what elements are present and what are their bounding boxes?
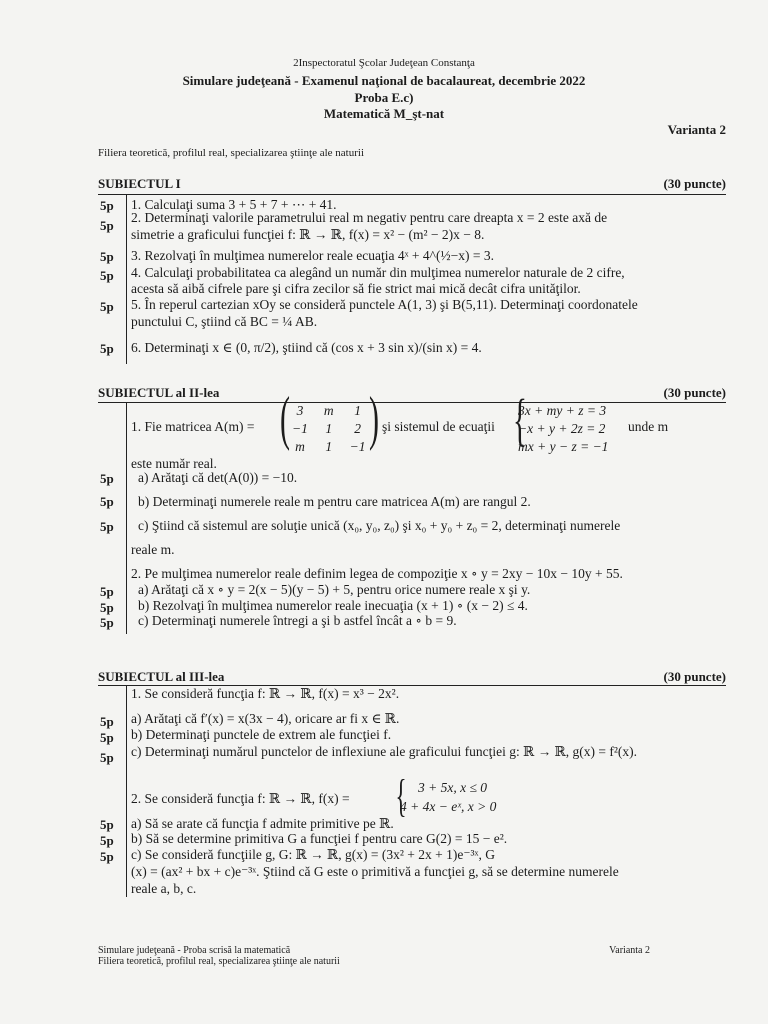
matrix-cell: −1 xyxy=(349,439,366,454)
system-brace: { xyxy=(512,387,527,452)
s2-q1c-line1: c) Ştiind că sistemul are soluţie unică (x₀, y₀, z₀) şi x₀ + y₀ + z₀ = 2, determinaţi numerele xyxy=(138,518,621,533)
s3-q2a: a) Să se arate că funcţia f admite primitive pe ℝ. xyxy=(131,816,394,831)
s1-q2-points: 5p xyxy=(100,218,114,233)
s3-q1c-points: 5p xyxy=(100,750,114,765)
equation-system xyxy=(514,402,608,456)
varianta-label: Varianta 2 xyxy=(667,122,726,137)
subject-3-margin xyxy=(126,685,127,897)
s3-q1: 1. Se consideră funcţia f: ℝ → ℝ, f(x) = x³ − 2x². xyxy=(131,686,400,701)
s3-q2c-line3: reale a, b, c. xyxy=(131,881,197,896)
s2-q1b-points: 5p xyxy=(100,494,114,509)
system-eq-2: −x + y + 2z = 2 xyxy=(518,421,606,436)
subject-1-margin xyxy=(126,194,127,364)
subject-1-rule xyxy=(98,194,726,195)
s2-q2c-points: 5p xyxy=(100,615,114,630)
subject-3-title: SUBIECTUL al III-lea xyxy=(98,669,225,684)
subject-2-rule xyxy=(98,402,726,403)
s2-q2b: b) Rezolvaţi în mulţimea numerelor reale inecuaţia (x + 1) ∘ (x − 2) ≤ 4. xyxy=(138,598,528,613)
matrix-cell: 3 xyxy=(296,403,304,418)
s2-q2a-points: 5p xyxy=(100,584,114,599)
s3-q2b-points: 5p xyxy=(100,833,114,848)
s1-q1-points: 5p xyxy=(100,198,114,213)
s3-q2c-points: 5p xyxy=(100,849,114,864)
s2-q1c-line2: reale m. xyxy=(131,542,175,557)
footer-line2: Filiera teoretică, profilul real, specializarea ştiinţe ale naturii xyxy=(98,956,340,967)
s2-q1a-points: 5p xyxy=(100,471,114,486)
matrix-A xyxy=(284,402,374,456)
s2-q1a: a) Arătaţi că det(A(0)) = −10. xyxy=(138,470,298,485)
s3-q2b: b) Să se determine primitiva G a funcţiei f pentru care G(2) = 15 − e². xyxy=(131,831,508,846)
s2-q2a: a) Arătaţi că x ∘ y = 2(x − 5)(y − 5) + 5, pentru orice numere reale x şi y. xyxy=(138,582,531,597)
s2-q2c: c) Determinaţi numerele întregi a şi b astfel încât a ∘ b = 9. xyxy=(138,613,457,628)
filiera-line: Filiera teoretică, profilul real, specializarea ştiinţe ale naturii xyxy=(98,147,365,159)
s1-q5-line1: 5. În reperul cartezian xOy se consideră punctele A(1, 3) şi B(5,11). Determinaţi coordonatele xyxy=(131,297,638,312)
s1-q5-points: 5p xyxy=(100,299,114,314)
subject-2-title: SUBIECTUL al II-lea xyxy=(98,385,220,400)
s3-q2: 2. Se consideră funcţia f: ℝ → ℝ, f(x) = xyxy=(131,791,350,806)
system-eq-1: 3x + my + z = 3 xyxy=(518,403,607,418)
matrix-cell: 1 xyxy=(325,439,333,454)
s1-q4-points: 5p xyxy=(100,268,114,283)
s3-q1c: c) Determinaţi numărul punctelor de inflexiune ale graficului funcţiei g: ℝ → ℝ, g(x) = f²(x). xyxy=(131,744,638,759)
s3-q1a: a) Arătaţi că f′(x) = x(3x − 4), oricare ar fi x ∈ ℝ. xyxy=(131,711,400,726)
system-eq-3: mx + y − z = −1 xyxy=(518,439,609,454)
matrix-right-paren: ) xyxy=(368,385,379,451)
s3-q2-case1: 3 + 5x, x ≤ 0 xyxy=(418,780,488,795)
subject-line: Matematică M_şt-nat xyxy=(323,106,445,121)
subject-3-points: (30 puncte) xyxy=(663,669,726,684)
s3-q2a-points: 5p xyxy=(100,817,114,832)
s3-q1b: b) Determinaţi punctele de extrem ale funcţiei f. xyxy=(131,727,392,742)
proba-line: Proba E.c) xyxy=(354,90,414,105)
s1-q2-line2: simetrie a graficului funcţiei f: ℝ → ℝ, f(x) = x² − (m² − 2)x − 8. xyxy=(131,227,485,242)
s1-q3-points: 5p xyxy=(100,249,114,264)
s2-q1c-points: 5p xyxy=(100,519,114,534)
s1-q4-line1: 4. Calculaţi probabilitatea ca alegând un număr din mulţimea numerelor naturale de 2 cifre, xyxy=(131,265,625,280)
s3-q2c-line2: (x) = (ax² + bx + c)e⁻³ˣ. Ştiind că G este o primitivă a funcţiei g, să se determine numerele xyxy=(131,864,619,879)
matrix-cell: −1 xyxy=(292,421,308,436)
matrix-cell: m xyxy=(323,403,334,418)
s2-q1-end: unde m xyxy=(628,419,669,434)
s1-q3: 3. Rezolvaţi în mulţimea numerelor reale ecuaţia 4ˣ + 4^(½−x) = 3. xyxy=(131,248,494,263)
s1-q1: 1. Calculaţi suma 3 + 5 + 7 + ⋯ + 41. xyxy=(131,197,337,212)
subject-1-title: SUBIECTUL I xyxy=(98,176,181,191)
footer-line1: Simulare judeţeană - Proba scrisă la matematică xyxy=(98,945,291,956)
subject-1-points: (30 puncte) xyxy=(663,176,726,191)
s2-q1-cont: este număr real. xyxy=(131,456,217,471)
s1-q4-line2: acesta să aibă cifrele pare şi cifra zecilor să fie strict mai mică decât cifra unităţilor. xyxy=(131,281,581,296)
inspectorate-line: 2Inspectoratul Şcolar Judeţean Constanţa xyxy=(293,57,475,69)
subject-2-points: (30 puncte) xyxy=(663,385,726,400)
s2-q1-intro: 1. Fie matricea A(m) = xyxy=(131,419,255,434)
s1-q2-line1: 2. Determinaţi valorile parametrului real m negativ pentru care dreapta x = 2 este axă de xyxy=(131,210,608,225)
matrix-cell: 1 xyxy=(325,421,333,436)
subject-2-margin xyxy=(126,402,127,634)
s2-q2b-points: 5p xyxy=(100,600,114,615)
exam-title: Simulare judeţeană - Examenul naţional de bacalaureat, decembrie 2022 xyxy=(182,73,586,88)
s2-q1-mid: şi sistemul de ecuaţii xyxy=(382,419,495,434)
s1-q5-line2: punctului C, ştiind că BC = ¼ AB. xyxy=(131,314,318,329)
matrix-left-paren: ( xyxy=(279,385,290,451)
s3-q2-case2: 4 + 4x − eˣ, x > 0 xyxy=(400,799,497,814)
s2-q1b: b) Determinaţi numerele reale m pentru care matricea A(m) are rangul 2. xyxy=(138,494,531,509)
matrix-cell: m xyxy=(295,439,305,454)
piecewise-brace: { xyxy=(395,770,407,821)
s1-q6-points: 5p xyxy=(100,341,114,356)
s3-q2c-line1: c) Se consideră funcţiile g, G: ℝ → ℝ, g(x) = (3x² + 2x + 1)e⁻³ˣ, G xyxy=(131,847,495,862)
footer-varianta: Varianta 2 xyxy=(609,945,650,956)
matrix-cell: 1 xyxy=(354,403,361,418)
matrix-cell: 2 xyxy=(354,421,361,436)
s3-q1a-points: 5p xyxy=(100,714,114,729)
s3-q1b-points: 5p xyxy=(100,730,114,745)
s1-q6: 6. Determinaţi x ∈ (0, π/2), ştiind că (cos x + 3 sin x)/(sin x) = 4. xyxy=(131,340,482,355)
s2-q2: 2. Pe mulţimea numerelor reale definim legea de compoziţie x ∘ y = 2xy − 10x − 10y + 55. xyxy=(131,566,623,581)
